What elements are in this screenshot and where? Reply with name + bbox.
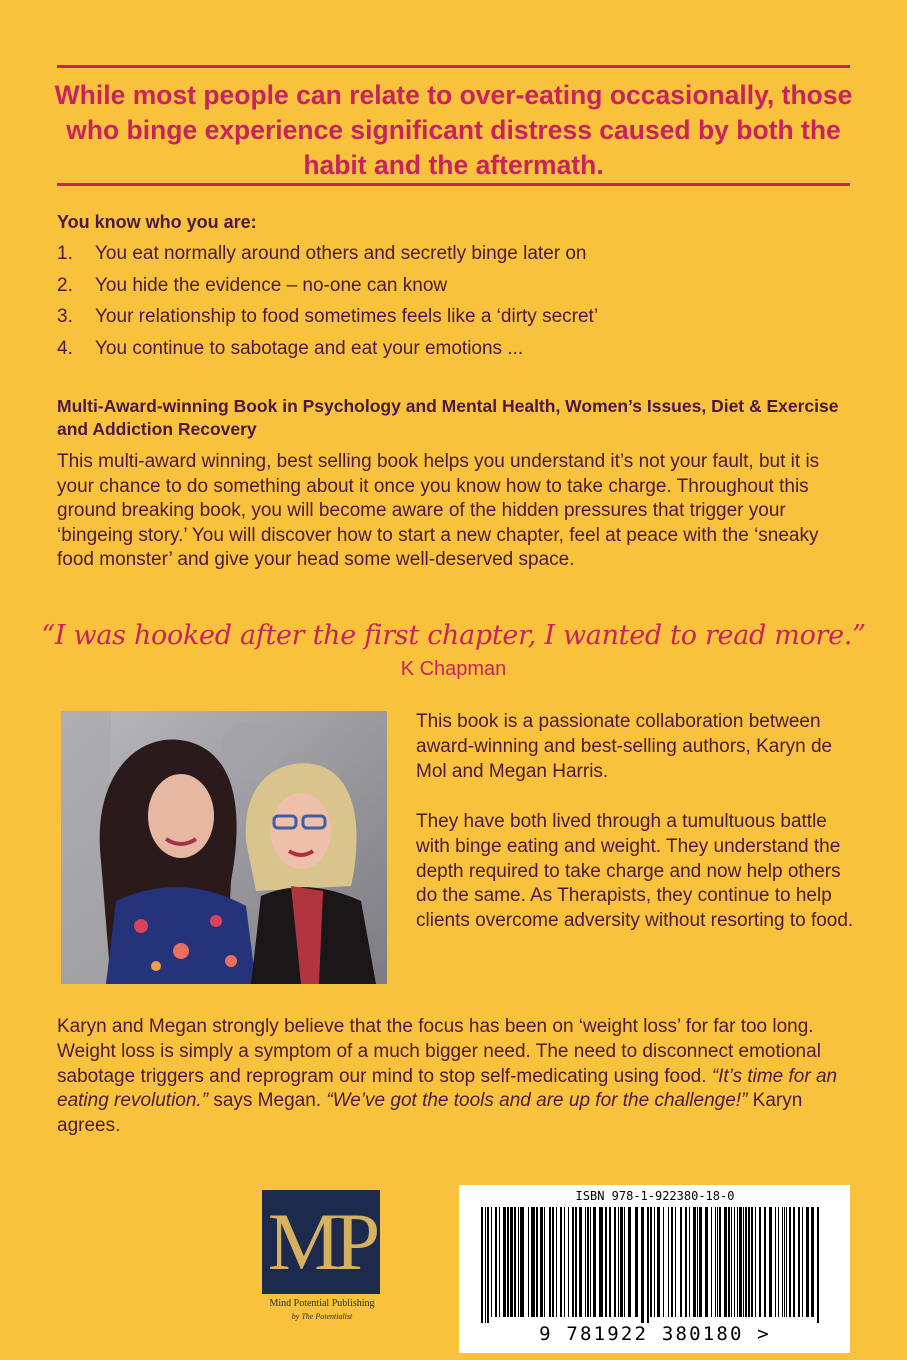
list-number: 2. (57, 274, 73, 296)
closing-quote-1: “It’s time for an eating revolution.” (57, 1065, 838, 1112)
barcode-bar (663, 1207, 664, 1317)
barcode-bar (590, 1207, 591, 1317)
closing-text-3: Karyn agrees. (57, 1090, 803, 1137)
barcode-bar (685, 1207, 687, 1317)
barcode-bar (724, 1207, 727, 1317)
barcode-bar (755, 1207, 756, 1317)
list-text: You eat normally around others and secretly binge later on (95, 243, 587, 264)
barcode-bar (485, 1207, 486, 1323)
barcode-bar (487, 1207, 489, 1323)
barcode-bar (495, 1207, 497, 1317)
barcode-bar (650, 1207, 652, 1317)
barcode-bar (572, 1207, 574, 1317)
barcode-bar (654, 1207, 655, 1317)
barcode-bar (614, 1207, 616, 1317)
barcode-bar (491, 1207, 492, 1317)
intro-title: You know who you are: (57, 212, 257, 232)
list-text: You hide the evidence – no-one can know (95, 274, 448, 296)
closing-quote-2: “We’ve got the tools and are up for the challenge!” (326, 1090, 748, 1112)
isbn-barcode (459, 1185, 850, 1353)
barcode-bar (540, 1207, 543, 1317)
barcode-bar (778, 1207, 779, 1317)
barcode-bar (668, 1207, 669, 1317)
barcode-bar (507, 1207, 509, 1317)
barcode-bar (811, 1207, 814, 1317)
barcode-bar (579, 1207, 582, 1317)
isbn-label: ISBN 978-1-922380-18-0 (575, 1189, 735, 1203)
barcode-bar (743, 1207, 744, 1317)
barcode-bar (599, 1207, 603, 1317)
barcode-bar (802, 1207, 803, 1317)
barcode-bar (705, 1207, 708, 1317)
list-text: You continue to sabotage and eat your emotions ... (95, 337, 524, 359)
barcode-bar (556, 1207, 557, 1317)
barcode-bar (793, 1207, 795, 1317)
authors-photo (61, 711, 387, 984)
list-number: 1. (57, 243, 73, 264)
barcode-bar (751, 1207, 753, 1317)
list-text: Your relationship to food sometimes feels like a ‘dirty secret’ (95, 306, 599, 327)
barcode-bar (786, 1207, 787, 1317)
publisher-monogram: MP (262, 1190, 380, 1294)
barcode-bar (536, 1207, 538, 1317)
closing-text-1: Karyn and Megan strongly believe that the focus has been on ‘weight loss’ for far too long. Weight loss is simply a symptom of a much bigger need. The need to disconnect emotional sabotage triggers and reprogram our mind to stop self-medicating using food. (57, 1016, 821, 1087)
barcode-bar (568, 1207, 569, 1317)
list-number: 4. (57, 337, 73, 359)
barcode-bar (675, 1207, 676, 1317)
publisher-byline: by The Potentialist (291, 1312, 353, 1321)
barcode-bar (717, 1207, 718, 1317)
barcode-bar (671, 1207, 673, 1317)
top-rule (57, 65, 850, 68)
publisher-logo (252, 1190, 392, 1330)
barcode-bar (782, 1207, 783, 1317)
barcode-bar (728, 1207, 730, 1317)
authors-intro: This book is a passionate collaboration between award-winning and best-selling authors, Karyn de Mol and Megan Harris. (416, 711, 833, 782)
barcode-bar (697, 1207, 698, 1317)
barcode-bar (699, 1207, 702, 1317)
barcode-bar (647, 1207, 649, 1323)
publisher-name: Mind Potential Publishing (269, 1298, 375, 1309)
barcode-bar (549, 1207, 551, 1317)
barcode-bar (609, 1207, 611, 1317)
barcode-bar (693, 1207, 696, 1317)
authors-background: They have both lived through a tumultuous battle with binge eating and weight. They understand the depth required to take charge and now help others do the same. As Therapists, they continue to help clients overcome adversity without resorting to food. (416, 811, 854, 932)
award-title: Multi-Award-winning Book in Psychology and Mental Health, Women’s Issues, Diet & Exercise and Addiction Recovery (57, 396, 839, 439)
barcode-bar (528, 1207, 529, 1317)
headline: While most people can relate to over-eating occasionally, those who binge experience significant distress caused by both the habit and the aftermath. (54, 80, 853, 180)
barcode-bar (737, 1207, 738, 1317)
barcode-bar (510, 1207, 513, 1317)
barcode-bar (575, 1207, 577, 1317)
barcode-bar (775, 1207, 776, 1317)
barcode-bar (764, 1207, 766, 1317)
barcode-bar (769, 1207, 772, 1317)
barcode-bar (520, 1207, 524, 1317)
barcode-bar (734, 1207, 735, 1317)
barcode-bar (518, 1207, 519, 1317)
barcode-bar (817, 1207, 819, 1323)
isbn-digits: 9 781922 380180 > (539, 1323, 771, 1345)
barcode-bar (503, 1207, 506, 1317)
blurb: This multi-award winning, best selling book helps you understand it’s not your fault, but it is your chance to do something about it once you know how to take charge. Throughout this ground breaking book, you will become aware of the hidden pressures that trigger your ‘bingeing story.’ You will discover how to start a new chapter, feel at peace with the ‘sneaky food monster’ and give your head some well-deserved space. (57, 451, 820, 571)
barcode-bar (624, 1207, 625, 1317)
closing-text-2: says Megan. (208, 1090, 327, 1112)
barcode-bar (759, 1207, 761, 1317)
barcode-bar (585, 1207, 586, 1317)
barcode-bar (531, 1207, 535, 1317)
list-number: 3. (57, 306, 73, 327)
headline-bottom-rule (57, 183, 850, 186)
barcode-bar (641, 1207, 644, 1323)
barcode-bar (680, 1207, 682, 1317)
barcode-bar (587, 1207, 589, 1317)
barcode-bar (499, 1207, 500, 1317)
barcode-bar (618, 1207, 619, 1317)
barcode-bar (745, 1207, 747, 1317)
barcode-bar (789, 1207, 791, 1317)
barcode-bar (731, 1207, 732, 1317)
barcode-bar (564, 1207, 565, 1317)
barcode-bar (481, 1207, 483, 1323)
barcode-bar (798, 1207, 800, 1317)
barcode-bar (806, 1207, 809, 1317)
barcode-bar (784, 1207, 785, 1317)
barcode-bar (635, 1207, 638, 1317)
barcode-bar (514, 1207, 516, 1317)
barcode-bar (711, 1207, 712, 1317)
barcode-bar (689, 1207, 690, 1317)
barcode-bar (657, 1207, 660, 1317)
closing-paragraph (57, 1015, 857, 1139)
barcode-bar (544, 1207, 545, 1317)
barcode-bar (719, 1207, 721, 1317)
barcode-bar (605, 1207, 607, 1317)
barcode-bar (552, 1207, 554, 1317)
barcode-bar (748, 1207, 750, 1317)
testimonial-author: K Chapman (400, 658, 507, 680)
barcode-bar (620, 1207, 623, 1317)
barcode-bar (593, 1207, 596, 1317)
testimonial-quote: “I was hooked after the first chapter, I wanted to read more.” (41, 620, 866, 651)
barcode-bar (628, 1207, 631, 1317)
barcode-bars (463, 1207, 845, 1325)
barcode-bar (715, 1207, 716, 1317)
barcode-bar (739, 1207, 742, 1317)
barcode-bar (560, 1207, 562, 1317)
